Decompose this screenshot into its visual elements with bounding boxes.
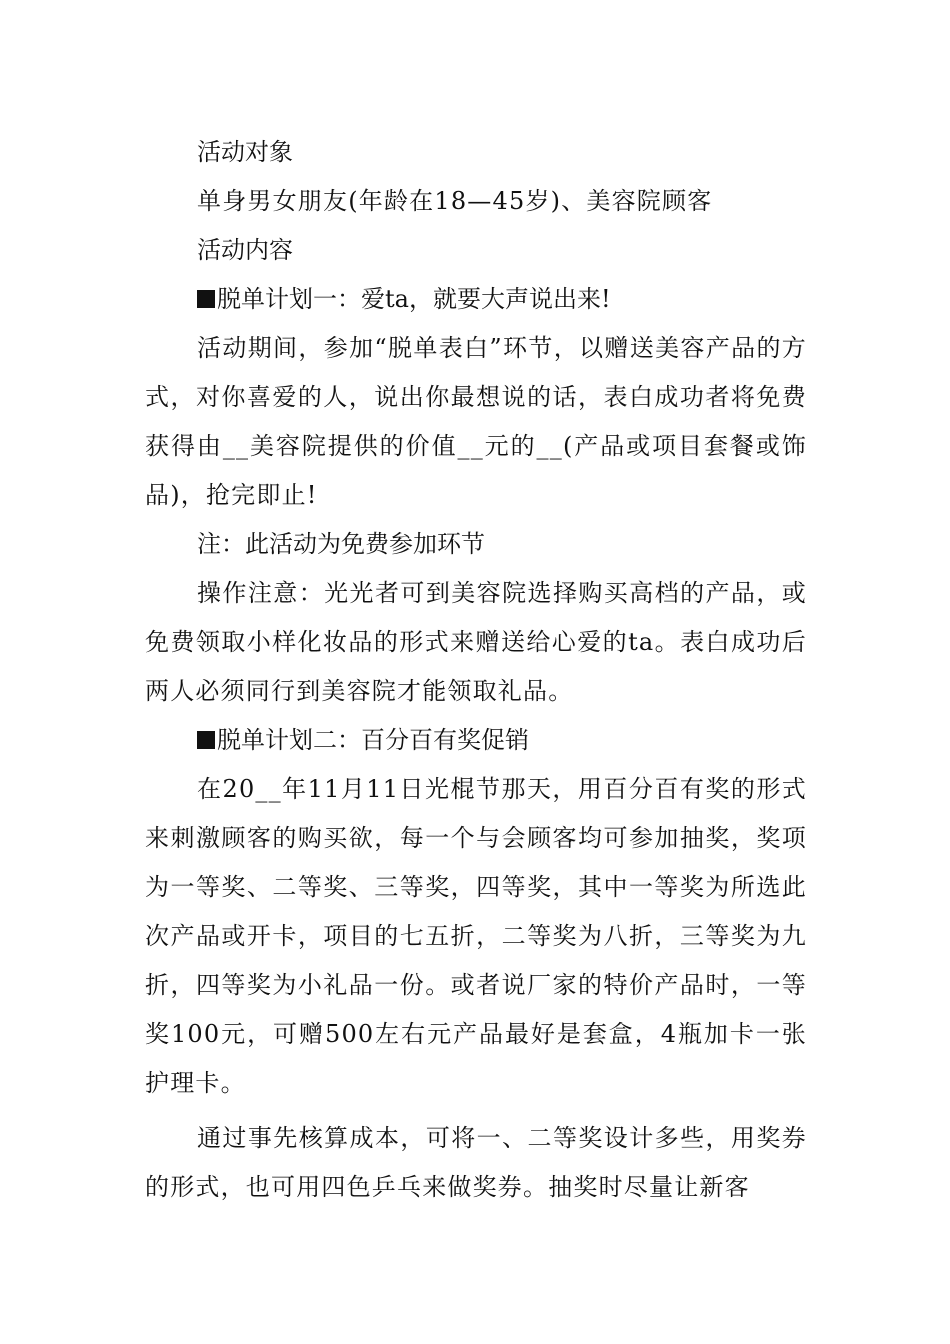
paragraph-plan1-note: 注：此活动为免费参加环节 bbox=[197, 530, 485, 558]
document-page bbox=[145, 128, 807, 1212]
heading-activity-target: 活动对象 bbox=[197, 138, 293, 166]
plan2-title-text: 脱单计划二：百分百有奖促销 bbox=[217, 726, 529, 754]
paragraph-plan2-description: 在20__年11月11日光棍节那天，用百分百有奖的形式来刺激顾客的购买欲，每一个与会顾客均可参加抽奖，奖项为一等奖、二等奖、三等奖，四等奖，其中一等奖为所选此次产品或开卡，项目的七五折，二等奖为八折，三等奖为九折，四等奖为小礼品一份。或者说厂家的特价产品时，一等奖100元，可赠500左右元产品最好是套盒，4瓶加卡一张护理卡。 bbox=[145, 775, 807, 1097]
square-bullet-icon bbox=[197, 731, 215, 749]
paragraph-target-audience: 单身男女朋友(年龄在18—45岁)、美容院顾客 bbox=[197, 187, 713, 215]
square-bullet-icon bbox=[197, 290, 215, 308]
plan1-title bbox=[145, 275, 807, 324]
paragraph-plan1-description: 活动期间，参加“脱单表白”环节，以赠送美容产品的方式，对你喜爱的人，说出你最想说的话，表白成功者将免费获得由__美容院提供的价值__元的__(产品或项目套餐或饰品)，抢完即止! bbox=[145, 334, 807, 509]
paragraph-plan1-operation: 操作注意：光光者可到美容院选择购买高档的产品，或免费领取小样化妆品的形式来赠送给心爱的ta。表白成功后两人必须同行到美容院才能领取礼品。 bbox=[145, 579, 807, 705]
heading-activity-content: 活动内容 bbox=[197, 236, 293, 264]
paragraph-plan2-cost: 通过事先核算成本，可将一、二等奖设计多些，用奖券的形式，也可用四色乒乓来做奖券。抽奖时尽量让新客 bbox=[145, 1124, 807, 1201]
plan1-title-text: 脱单计划一：爱ta，就要大声说出来! bbox=[217, 285, 611, 313]
plan2-title bbox=[145, 716, 807, 765]
